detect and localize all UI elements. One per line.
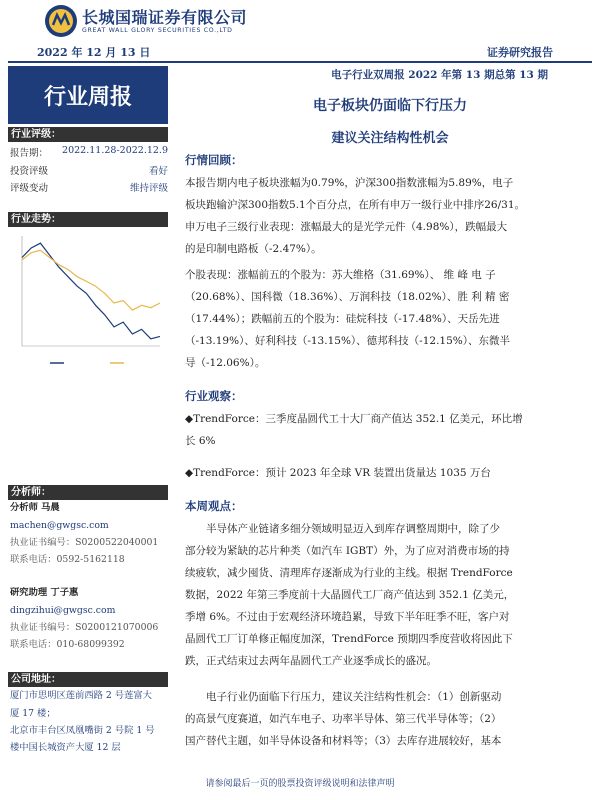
text-line: （17.44%）；跌幅前五的个股为：硅烷科技（-17.48%）、天岳先进: [185, 313, 500, 325]
text-line: （20.68%）、国科微（18.36%）、万润科技（18.02%）、胜 利 精 密: [185, 291, 510, 303]
address1-line1: 厦门市思明区莲前西路 2 号莲富大: [10, 690, 152, 701]
analyst2-cert: 执业证书编号：S0200121070006: [10, 622, 159, 633]
text-line: 申万电子三级行业表现：涨幅最大的是光学元件（4.98%），跌幅最大: [185, 221, 508, 233]
review-paragraph-2: [185, 264, 553, 374]
text-line: （-13.19%）、好利科技（-13.15%）、德邦科技（-12.15%）、东微半: [185, 335, 511, 347]
text-line: 部分较为紧缺的芯片种类（如汽车 IGBT）外，为了应对消费市场的持: [185, 545, 510, 557]
analyst2-name: 研究助理 丁子惠: [10, 587, 79, 598]
address2-line2: 楼中国长城资产大厦 12 层: [10, 742, 121, 753]
text-line: 本报告期内电子板块涨幅为0.79%，沪深300指数涨幅为5.89%，电子: [185, 177, 514, 189]
text-line: ◆TrendForce：三季度晶圆代工十大厂商产值达 352.1 亿美元，环比增: [185, 413, 523, 425]
rating-row: [10, 163, 168, 177]
header-divider: [8, 61, 592, 63]
address1-line2: 厦 17 楼；: [10, 708, 56, 719]
text-line: 季增 6%。不过由于宏观经济环境趋累，导致下半年旺季不旺，客户对: [185, 611, 510, 623]
analyst2-phone: 联系电话：010-68099392: [10, 639, 125, 650]
series-line-1: [22, 250, 160, 310]
analyst1-name: 分析师 马晨: [10, 502, 60, 513]
text-line: 的高景气度赛道，如汽车电子、功率半导体、第三代半导体等；（2）: [185, 713, 502, 725]
rating-key: 投资评级: [10, 166, 49, 177]
review-heading: 行情回顾：: [185, 153, 243, 167]
text-line: 晶圆代工厂订单修正幅度加深，TrendForce 预期四季度营收将因此下: [185, 633, 513, 645]
analyst1-cert: 执业证书编号：S0200522040001: [10, 537, 159, 548]
text-line: 长 6%: [185, 435, 216, 447]
report-date: 2022 年 12 月 13 日: [37, 46, 151, 59]
observe-heading: 行业观察：: [185, 389, 243, 403]
text-line: 半导体产业链诸多细分领域明显迈入到库存调整周期中，除了少: [206, 523, 500, 535]
report-type: 证券研究报告: [487, 46, 553, 59]
text-line: 跌，正式结束过去两年晶圆代工产业逐季成长的盛况。: [185, 655, 437, 667]
review-paragraph-1: [185, 172, 553, 260]
report-series: 电子行业双周报 2022 年第 13 期总第 13 期: [331, 69, 548, 81]
analyst-section-title: 分析师：: [8, 485, 168, 500]
text-line: 个股表现：涨幅前五的个股为：苏大维格（31.69%）、 维 峰 电 子: [185, 269, 496, 281]
footer-disclaimer: 请参阅最后一页的股票投资评级说明和法律声明: [205, 779, 395, 789]
rating-row: [10, 180, 168, 194]
rating-key: 报告期：: [10, 148, 49, 159]
text-line: 导（-12.06%）。: [185, 357, 266, 369]
rating-section-title: 行业评级：: [8, 127, 168, 142]
company-name-en: GREAT WALL GLORY SECURITIES CO.,LTD: [82, 27, 233, 34]
text-line: 板块跑输沪深300指数5.1个百分点，在所有申万一级行业中排序26/31。: [185, 199, 525, 211]
text-line: 数据，2022 年第三季度前十大晶圆代工厂商产值达到 352.1 亿美元，: [185, 589, 515, 601]
report-title: 电子板块仍面临下行压力: [313, 98, 467, 114]
rating-value: 2022.11.28-2022.12.9: [62, 145, 168, 156]
trend-section-title: 行业走势：: [8, 212, 168, 227]
view-heading: 本周观点：: [185, 499, 243, 513]
company-logo-icon: [44, 4, 78, 38]
rating-value: 看好: [148, 166, 168, 177]
weekly-label-box: 行业周报: [8, 66, 168, 124]
analyst1-phone: 联系电话：0592-5162118: [10, 554, 125, 565]
text-line: 电子行业仍面临下行压力，建议关注结构性机会：（1）创新驱动: [206, 691, 502, 703]
company-name-cn: 长城国瑞证券有限公司: [82, 8, 248, 27]
view-paragraph-1: [185, 518, 553, 672]
rating-key: 评级变动: [10, 183, 49, 194]
address-section-title: 公司地址：: [8, 672, 168, 687]
observation-2: ◆TrendForce：预计 2023 年全球 VR 装置出货量达 1035 万台: [185, 467, 491, 479]
analyst2-email[interactable]: dingzihui@gwgsc.com: [10, 605, 116, 616]
rating-value: 维持评级: [129, 183, 168, 194]
report-subtitle: 建议关注结构性机会: [331, 131, 449, 146]
text-line: 的是印制电路板（-2.47%）。: [185, 243, 322, 255]
industry-trend-chart: [10, 228, 168, 378]
analyst1-email[interactable]: machen@gwgsc.com: [10, 520, 109, 531]
text-line: 国产替代主题，如半导体设备和材料等；（3）去库存进展较好，基本: [185, 735, 502, 747]
rating-row: [10, 145, 168, 159]
text-line: 续疲软，减少囤货、清理库存逐渐成为行业的主线。根据 TrendForce: [185, 567, 513, 579]
observation-1: [185, 408, 553, 452]
view-paragraph-2: [185, 686, 553, 752]
address2-line1: 北京市丰台区凤凰嘴街 2 号院 1 号: [10, 725, 155, 736]
series-line-0: [22, 243, 160, 339]
